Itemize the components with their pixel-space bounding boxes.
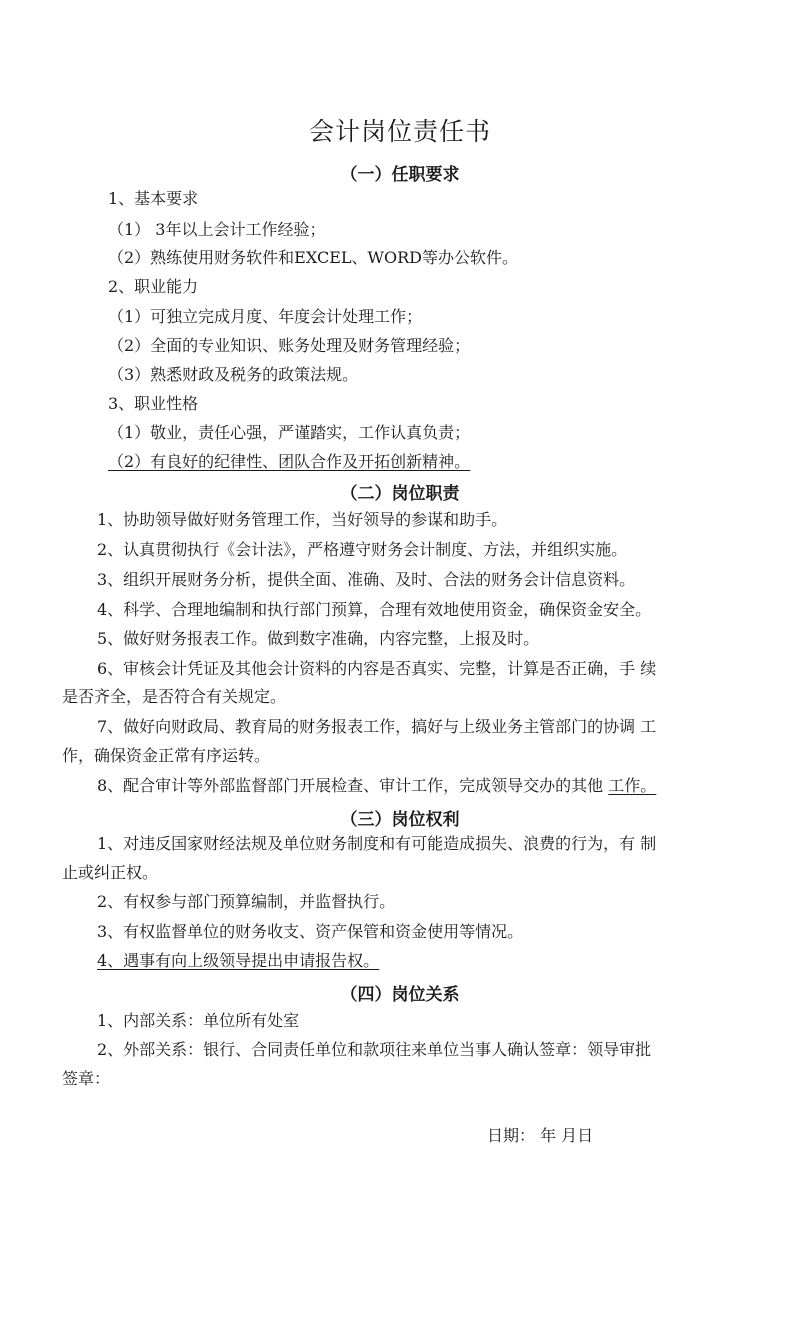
list-item: （2）有良好的纪律性、团队合作及开拓创新精神。 [108, 452, 471, 471]
list-item: 1、协助领导做好财务管理工作，当好领导的参谋和助手。 [97, 510, 508, 529]
list-item: 1、对违反国家财经法规及单位财务制度和有可能造成损失、浪费的行为，有 制 [97, 834, 657, 853]
date-line: 日期： 年 月日 [487, 1126, 594, 1145]
section-heading-relations: （四）岗位关系 [340, 985, 460, 1005]
list-item: 1、内部关系：单位所有处室 [97, 1011, 300, 1030]
list-item: 2、有权参与部门预算编制，并监督执行。 [97, 892, 396, 911]
list-item: 2、认真贯彻执行《会计法》，严格遵守财务会计制度、方法，并组织实施。 [97, 540, 628, 559]
list-item: 2、外部关系：银行、合同责任单位和款项往来单位当事人确认签章：领导审批 [97, 1040, 652, 1059]
section-heading-requirements: （一）任职要求 [340, 165, 460, 185]
list-item-continuation: 是否齐全，是否符合有关规定。 [62, 687, 287, 706]
list-item-tail: 工作。 [608, 776, 657, 795]
document-title: 会计岗位责任书 [308, 117, 491, 146]
section-heading-rights: （三）岗位权利 [340, 810, 460, 830]
subheading-basic: 1、基本要求 [108, 189, 199, 208]
list-item: 4、科学、合理地编制和执行部门预算，合理有效地使用资金，确保资金安全。 [97, 600, 652, 619]
list-item: （1）敬业，责任心强，严谨踏实，工作认真负责； [108, 423, 471, 442]
list-item: （2）熟练使用财务软件和EXCEL、WORD等办公软件。 [108, 248, 518, 267]
list-item-text: 8、配合审计等外部监督部门开展检查、审计工作，完成领导交办的其他 [97, 776, 609, 795]
list-item-continuation: 签章： [62, 1069, 111, 1088]
list-item-continuation: 止或纠正权。 [62, 863, 159, 882]
list-item [97, 775, 656, 797]
section-heading-duties: （二）岗位职责 [340, 484, 460, 504]
list-item: 7、做好向财政局、教育局的财务报表工作，搞好与上级业务主管部门的协调 工 [97, 717, 657, 736]
list-item: 3、组织开展财务分析，提供全面、准确、及时、合法的财务会计信息资料。 [97, 570, 636, 589]
list-item-continuation: 作，确保资金正常有序运转。 [62, 746, 271, 765]
list-item: （2）全面的专业知识、账务处理及财务管理经验； [108, 336, 471, 355]
subheading-ability: 2、职业能力 [108, 277, 199, 296]
list-item: （1） 3年以上会计工作经验； [108, 220, 326, 239]
list-item: （3）熟悉财政及税务的政策法规。 [108, 365, 359, 384]
list-item: 6、审核会计凭证及其他会计资料的内容是否真实、完整，计算是否正确，手 续 [97, 659, 657, 678]
subheading-character: 3、职业性格 [108, 394, 199, 413]
list-item: 3、有权监督单位的财务收支、资产保管和资金使用等情况。 [97, 922, 524, 941]
list-item: 4、遇事有向上级领导提出申请报告权。 [97, 951, 380, 970]
list-item: （1）可独立完成月度、年度会计处理工作； [108, 307, 423, 326]
list-item: 5、做好财务报表工作。做到数字准确，内容完整，上报及时。 [97, 629, 540, 648]
